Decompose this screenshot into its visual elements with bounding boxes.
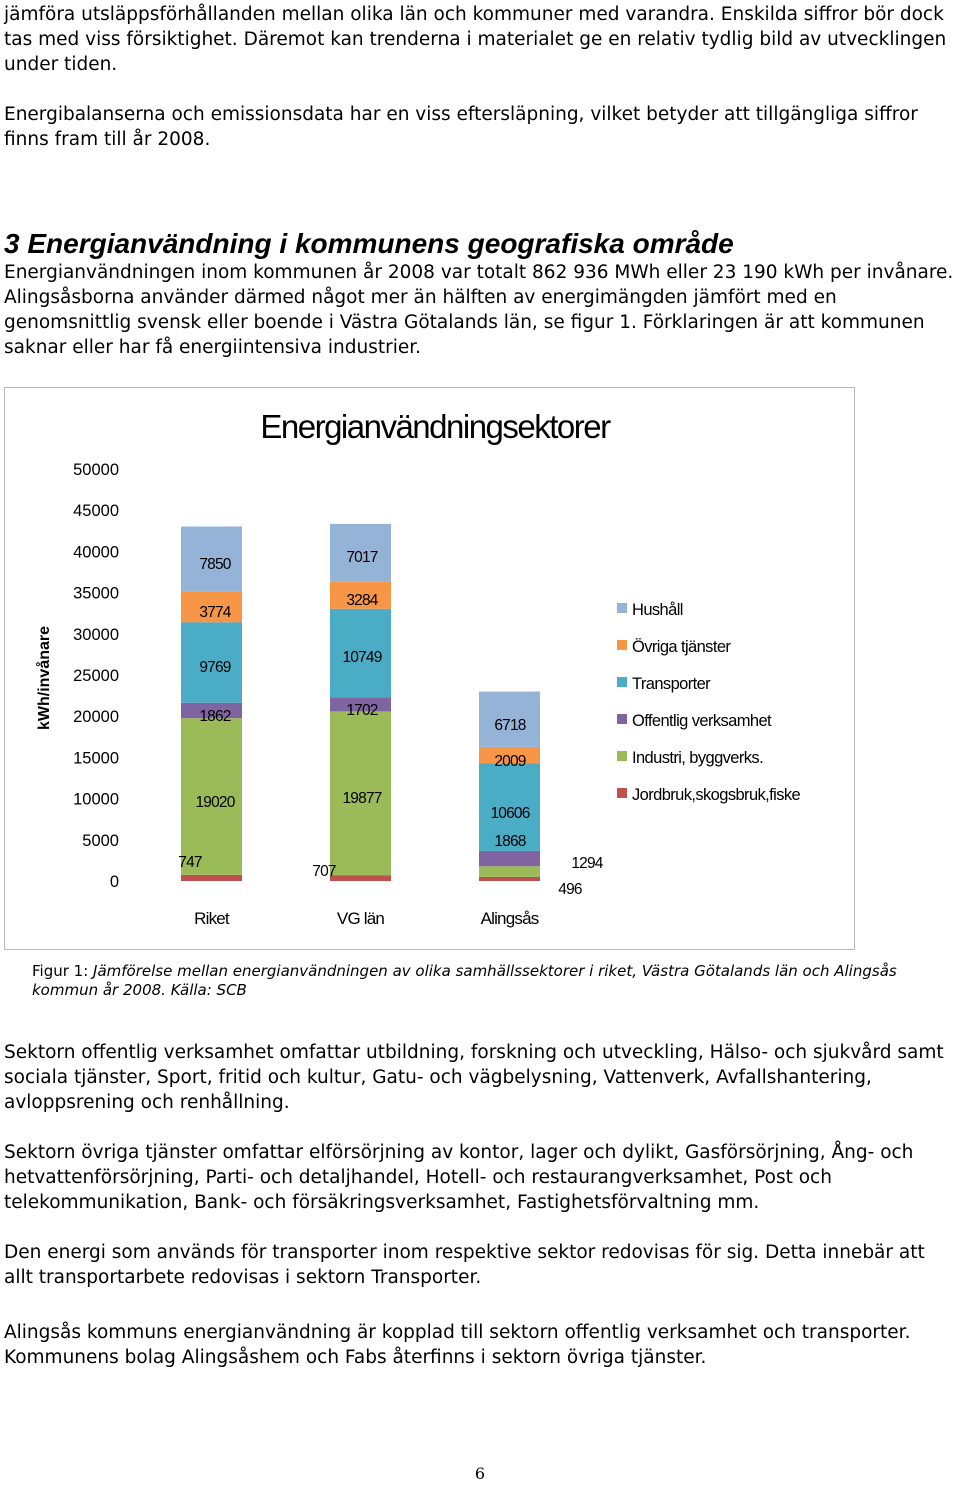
data-label: 19020	[195, 794, 235, 811]
legend-label: Jordbruk,skogsbruk,fiske	[632, 786, 801, 804]
data-label: 10606	[490, 805, 530, 822]
legend-swatch	[617, 603, 627, 613]
figure-caption	[32, 962, 932, 1000]
y-tick-label: 45000	[73, 502, 119, 521]
bar-segment	[479, 877, 540, 881]
data-label: 6718	[494, 717, 526, 734]
y-tick-label: 40000	[73, 543, 119, 562]
y-tick-label: 50000	[73, 461, 119, 479]
public-sector-paragraph: Sektorn offentlig verksamhet omfattar utbildning, forskning och utveckling, Hälso- och sjukvård samt sociala tjänster, Sport, fritid och kultur, Gatu- och vägbelysning, Vattenverk, Avfallshantering, avloppsrening och renhållning.	[4, 1042, 944, 1113]
data-label: 19877	[342, 790, 382, 807]
legend-label: Industri, byggverks.	[632, 749, 764, 767]
transport-paragraph: Den energi som används för transporter inom respektive sektor redovisas för sig. Detta innebär att allt transportarbete redovisas i sektorn Transporter.	[4, 1242, 925, 1288]
legend-label: Offentlig verksamhet	[632, 712, 772, 730]
data-label: 747	[178, 854, 202, 871]
y-tick-label: 30000	[73, 625, 119, 644]
bar-segment	[479, 866, 540, 877]
y-tick-label: 5000	[82, 831, 119, 850]
y-tick-label: 35000	[73, 584, 119, 603]
x-category-label: VG län	[336, 909, 385, 928]
data-label: 1702	[346, 702, 378, 719]
data-label: 3284	[346, 592, 378, 609]
data-label: 3774	[199, 604, 231, 621]
x-category-label: Alingsås	[480, 909, 539, 928]
legend-label: Hushåll	[632, 601, 683, 619]
data-label: 1868	[494, 833, 526, 850]
legend-label: Transporter	[632, 675, 711, 693]
bar-segment	[330, 875, 391, 881]
data-label: 9769	[199, 659, 231, 676]
legend-swatch	[617, 788, 627, 798]
bar-segment	[479, 851, 540, 866]
energy-use-paragraph: Energianvändningen inom kommunen år 2008 var totalt 862 936 MWh eller 23 190 kWh per invånare. Alingsåsborna använder därmed något mer än hälften av energimängden jämfört med en genomsnittlig svensk eller boende i Västra Götalands län, se figur 1. Förklaringen är att kommunen saknar eller har få energiintensiva industrier.	[4, 262, 954, 358]
page-number: 6	[474, 1464, 486, 1483]
data-label: 7850	[199, 556, 231, 573]
legend-swatch	[617, 640, 627, 650]
legend-swatch	[617, 677, 627, 687]
caption-text: Jämförelse mellan energianvändningen av olika samhällssektorer i riket, Västra Götalands län och Alingsås kommun år 2008. Källa: SCB	[32, 962, 897, 999]
data-label: 1862	[199, 708, 231, 725]
x-category-label: Riket	[194, 909, 229, 928]
legend-label: Övriga tjänster	[632, 638, 731, 656]
section-heading: 3 Energianvändning i kommunens geografiska område	[4, 228, 734, 259]
y-tick-label: 20000	[73, 708, 119, 727]
caption-label: Figur 1:	[32, 962, 94, 980]
municipality-paragraph: Alingsås kommuns energianvändning är kopplad till sektorn offentlig verksamhet och transporter. Kommunens bolag Alingsåshem och Fabs återfinns i sektorn övriga tjänster.	[4, 1322, 911, 1368]
legend-swatch	[617, 751, 627, 761]
y-tick-label: 10000	[73, 790, 119, 809]
data-label: 496	[558, 881, 582, 898]
other-services-paragraph: Sektorn övriga tjänster omfattar elförsörjning av kontor, lager och dylikt, Gasförsörjning, Ång- och hetvattenförsörjning, Parti- och detaljhandel, Hotell- och restaurangverksamhet, Post och telekommunikation, Bank- och försäkringsverksamhet, Fastighetsförvaltning mm.	[4, 1142, 914, 1213]
y-tick-label: 0	[109, 873, 119, 891]
data-label: 10749	[342, 649, 382, 666]
energy-sector-chart	[4, 387, 855, 950]
chart-svg	[5, 388, 854, 949]
data-label: 7017	[346, 549, 378, 566]
data-label: 707	[312, 863, 336, 880]
legend-swatch	[617, 714, 627, 724]
data-label: 2009	[494, 753, 526, 770]
y-tick-label: 25000	[73, 667, 119, 685]
y-axis-label: kWh/invånare	[36, 625, 53, 731]
chart-title: Energianvändningsektorer	[260, 408, 610, 445]
bar-segment	[181, 875, 242, 881]
y-tick-label: 15000	[73, 749, 119, 768]
data-label: 1294	[571, 855, 603, 872]
intro-paragraph: jämföra utsläppsförhållanden mellan olika län och kommuner med varandra. Enskilda siffror bör dock tas med viss försiktighet. Däremot kan trenderna i materialet ge en relativ tydlig bild av utvecklingen under tiden.	[4, 4, 947, 75]
data-lag-paragraph: Energibalanserna och emissionsdata har en viss eftersläpning, vilket betyder att tillgängliga siffror finns fram till år 2008.	[4, 104, 918, 150]
